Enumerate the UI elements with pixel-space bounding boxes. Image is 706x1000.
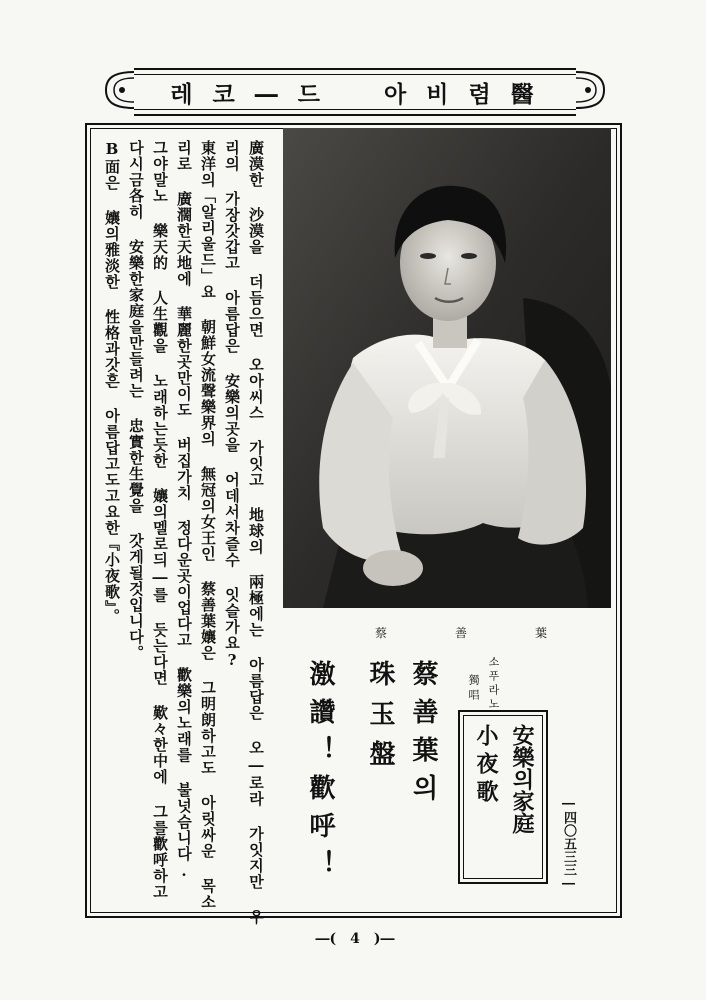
article-line: 그야말노 樂天的 人生觀을 노래하는듯한 孃의멜로듸―를 듯는다면 歎々한中에 그를歡呼하고 [151, 140, 169, 900]
header-banner [100, 68, 610, 112]
performance-type-label: 獨唱 [467, 674, 480, 704]
photo-caption: 蔡 善 葉 [375, 626, 576, 640]
header-title: 레 코 ― 드 아 비 렴 醫 [170, 82, 540, 108]
singer-portrait-photo [283, 128, 611, 608]
scroll-ornament-icon [576, 68, 610, 112]
portrait-image [283, 128, 611, 608]
article-line: 다시금各히 安樂한家庭을만들려는 忠實한生覺을 갓게될것입니다。 [127, 140, 145, 661]
article-line: B面은 孃의雅淡한 性格과갓흔 아름답고도고요한『小夜歌』。 [103, 140, 121, 625]
scroll-ornament-icon [100, 68, 134, 112]
article-line: 리의 가장갓갑고 아름답은 安樂의곳을 어데서차즐수 잇슬가요? [223, 140, 241, 670]
record-serial-number: ―四〇五三三― [561, 796, 576, 891]
praise-headline: 激讚！歡呼！ [305, 660, 335, 888]
singer-name: 蔡善葉의 [408, 660, 438, 812]
page-number: ―( 4 )― [315, 931, 395, 947]
record-subtitle: 珠玉盤 [365, 660, 395, 780]
article-line: 리로 廣濶한天地에 華麗한곳만이도 버집가치 정다운곳이업다고 歡樂의노래를 불넛슴니다. [175, 140, 193, 881]
article-line: 東洋의「알리울드」요 朝鮮女流聲樂界의 無冠의女王인 蔡善葉孃은 그明朗하고도 아릿싸운 목소 [199, 140, 217, 910]
article-line: 廣漠한 沙漠을 더듬으면 오아씨스 가잇고 地球의 兩極에는 아름답은 오―로라 가잇지만 우 [247, 140, 265, 925]
song-title-a: 安樂의家庭 [509, 724, 535, 834]
article-body [98, 140, 268, 925]
song-title-b: 小夜歌 [473, 724, 499, 808]
voice-type-label: 소푸라노 [487, 656, 500, 712]
